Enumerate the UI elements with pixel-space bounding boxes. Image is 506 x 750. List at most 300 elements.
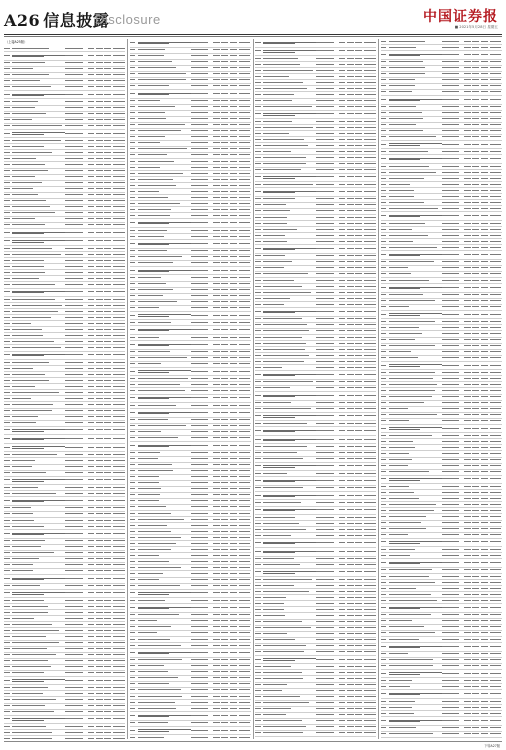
- table-cell: [362, 235, 375, 237]
- table-cell: [103, 311, 111, 313]
- table-cell: [255, 121, 262, 123]
- table-cell: [228, 307, 236, 309]
- table-cell: [137, 295, 191, 297]
- table-cell: [442, 555, 463, 557]
- table-cell: [381, 106, 388, 108]
- table-cell: [488, 402, 501, 404]
- table-cell: [4, 218, 11, 220]
- table-cell: [65, 354, 86, 356]
- table-cell: [4, 329, 11, 331]
- table-cell: [354, 672, 362, 674]
- table-cell: [130, 167, 137, 169]
- table-cell: [237, 573, 250, 575]
- table-cell: [103, 466, 111, 468]
- table-cell: [111, 248, 124, 250]
- table-cell: [262, 639, 316, 641]
- table-cell: [462, 428, 470, 430]
- table-cell: [130, 209, 137, 211]
- table-cell: [211, 390, 219, 392]
- table-cell: [442, 372, 463, 374]
- table-cell: [354, 714, 362, 716]
- table-cell: [86, 546, 94, 548]
- table-cell: [442, 680, 463, 682]
- table-cell: [362, 535, 375, 537]
- table-cell: [255, 100, 262, 102]
- table-cell: [462, 158, 470, 160]
- table-cell: [137, 357, 191, 359]
- table-cell: [130, 543, 137, 545]
- table-cell: [442, 112, 463, 114]
- table-cell: [86, 86, 94, 88]
- table-cell: [362, 94, 375, 96]
- table-cell: [4, 612, 11, 614]
- table-cell: [354, 88, 362, 90]
- table-cell: [111, 86, 124, 88]
- table-cell: [191, 250, 212, 252]
- table-cell: [362, 415, 375, 417]
- table-cell: [488, 408, 501, 410]
- table-cell: [354, 585, 362, 587]
- table-cell: [462, 582, 470, 584]
- table-cell: [479, 118, 487, 120]
- table-cell: [65, 705, 86, 707]
- table-cell: [191, 506, 212, 508]
- table-cell: [4, 526, 11, 528]
- table-cell: [381, 61, 388, 63]
- table-cell: [471, 378, 479, 380]
- table-cell: [191, 659, 212, 661]
- table-cell: [4, 200, 11, 202]
- table-cell: [211, 322, 219, 324]
- table-cell: [337, 82, 345, 84]
- table-cell: [388, 267, 442, 269]
- table-cell: [86, 164, 94, 166]
- table-cell: [11, 570, 65, 572]
- table-cell: [255, 42, 262, 44]
- table-cell: [362, 82, 375, 84]
- table-cell: [255, 64, 262, 66]
- table-cell: [228, 384, 236, 386]
- table-cell: [228, 397, 236, 399]
- table-cell: [354, 241, 362, 243]
- table-cell: [130, 412, 137, 414]
- table-cell: [220, 543, 228, 545]
- table-cell: [86, 416, 94, 418]
- table-cell: [103, 386, 111, 388]
- table-cell: [130, 506, 137, 508]
- table-cell: [255, 324, 262, 326]
- table-cell: [228, 371, 236, 373]
- table-cell: [228, 270, 236, 272]
- table-cell: [471, 453, 479, 455]
- table-cell: [94, 218, 102, 220]
- table-cell: [337, 684, 345, 686]
- table-cell: [94, 460, 102, 462]
- table-cell: [86, 152, 94, 154]
- table-cell: [388, 582, 442, 584]
- table-cell: [211, 344, 219, 346]
- table-cell: [388, 241, 442, 243]
- table-cell: [4, 317, 11, 319]
- fund-table-grid: [4, 39, 502, 739]
- table-cell: [220, 488, 228, 490]
- table-cell: [228, 351, 236, 353]
- table-cell: [462, 91, 470, 93]
- table-cell: [255, 465, 262, 467]
- table-cell: [442, 707, 463, 709]
- table-cell: [337, 495, 345, 497]
- table-cell: [354, 627, 362, 629]
- table-cell: [191, 543, 212, 545]
- table-cell: [237, 671, 250, 673]
- table-cell: [228, 519, 236, 521]
- table-cell: [191, 431, 212, 433]
- table-cell: [191, 79, 212, 81]
- table-cell: [237, 378, 250, 380]
- table-cell: [462, 420, 470, 422]
- table-cell: [228, 573, 236, 575]
- table-cell: [462, 733, 470, 735]
- table-cell: [4, 520, 11, 522]
- table-cell: [462, 144, 470, 146]
- table-cell: [137, 513, 191, 515]
- table-cell: [228, 344, 236, 346]
- table-cell: [488, 420, 501, 422]
- table-cell: [362, 726, 375, 728]
- table-cell: [442, 459, 463, 461]
- table-cell: [262, 603, 316, 605]
- table-cell: [381, 229, 388, 231]
- table-cell: [237, 645, 250, 647]
- table-cell: [103, 354, 111, 356]
- table-cell: [65, 422, 86, 424]
- table-cell: [111, 546, 124, 548]
- table-cell: [362, 304, 375, 306]
- table-row: [4, 435, 125, 444]
- table-cell: [191, 289, 212, 291]
- table-cell: [362, 42, 375, 44]
- table-cell: [316, 714, 337, 716]
- table-cell: [479, 428, 487, 430]
- table-cell: [103, 347, 111, 349]
- table-cell: [130, 671, 137, 673]
- table-cell: [471, 41, 479, 43]
- table-cell: [220, 222, 228, 224]
- table-cell: [255, 70, 262, 72]
- table-cell: [111, 125, 124, 127]
- table-cell: [228, 696, 236, 698]
- table-cell: [262, 726, 316, 728]
- table-cell: [354, 615, 362, 617]
- table-cell: [228, 567, 236, 569]
- table-cell: [94, 152, 102, 154]
- table-cell: [111, 284, 124, 286]
- table-row: [4, 530, 125, 539]
- table-cell: [442, 727, 463, 729]
- table-cell: [388, 53, 442, 56]
- continued-note: 下转A27版: [484, 743, 500, 748]
- table-cell: [442, 91, 463, 93]
- table-cell: [191, 425, 212, 427]
- table-cell: [130, 161, 137, 163]
- table-cell: [137, 112, 191, 114]
- table-cell: [354, 343, 362, 345]
- table-cell: [255, 551, 262, 553]
- table-cell: [111, 218, 124, 220]
- table-cell: [337, 585, 345, 587]
- table-cell: [462, 673, 470, 675]
- table-cell: [337, 267, 345, 269]
- table-cell: [462, 280, 470, 282]
- table-row: [4, 677, 125, 686]
- table-cell: [337, 58, 345, 60]
- table-cell: [237, 506, 250, 508]
- table-cell: [462, 136, 470, 138]
- table-cell: [103, 592, 111, 594]
- table-cell: [345, 133, 353, 135]
- table-cell: [381, 54, 388, 56]
- table-cell: [220, 93, 228, 95]
- table-cell: [337, 564, 345, 566]
- table-cell: [471, 327, 479, 329]
- table-cell: [65, 152, 86, 154]
- table-cell: [94, 74, 102, 76]
- table-cell: [345, 639, 353, 641]
- table-cell: [228, 209, 236, 211]
- table-cell: [94, 113, 102, 115]
- table-cell: [479, 486, 487, 488]
- table-cell: [137, 537, 191, 539]
- table-cell: [354, 473, 362, 475]
- table-cell: [316, 633, 337, 635]
- table-cell: [488, 85, 501, 87]
- table-cell: [228, 118, 236, 120]
- table-cell: [11, 532, 65, 535]
- table-cell: [103, 94, 111, 96]
- table-cell: [137, 689, 191, 691]
- table-cell: [345, 361, 353, 363]
- table-cell: [191, 592, 212, 594]
- table-cell: [462, 327, 470, 329]
- table-cell: [345, 387, 353, 389]
- table-cell: [471, 549, 479, 551]
- table-cell: [86, 687, 94, 689]
- table-cell: [262, 106, 316, 108]
- table-cell: [94, 526, 102, 528]
- table-cell: [337, 217, 345, 219]
- table-cell: [137, 329, 191, 332]
- table-cell: [237, 652, 250, 654]
- table-cell: [388, 321, 442, 323]
- table-cell: [11, 54, 65, 57]
- table-cell: [442, 659, 463, 661]
- table-cell: [211, 270, 219, 272]
- table-cell: [362, 732, 375, 734]
- table-cell: [94, 600, 102, 602]
- table-cell: [220, 531, 228, 533]
- table-cell: [86, 410, 94, 412]
- table-cell: [255, 591, 262, 593]
- table-cell: [488, 528, 501, 530]
- table-cell: [65, 552, 86, 554]
- table-cell: [488, 172, 501, 174]
- table-cell: [4, 687, 11, 689]
- table-cell: [479, 345, 487, 347]
- table-cell: [462, 166, 470, 168]
- table-cell: [362, 58, 375, 60]
- table-cell: [191, 579, 212, 581]
- table-cell: [191, 677, 212, 679]
- table-cell: [65, 438, 86, 440]
- table-cell: [316, 627, 337, 629]
- table-cell: [11, 606, 65, 608]
- table-cell: [255, 292, 262, 294]
- table-cell: [262, 255, 316, 257]
- table-cell: [262, 423, 316, 425]
- table-cell: [228, 142, 236, 144]
- table-cell: [86, 540, 94, 542]
- table-cell: [211, 567, 219, 569]
- table-cell: [262, 374, 316, 377]
- table-cell: [191, 173, 212, 175]
- table-cell: [381, 280, 388, 282]
- table-cell: [86, 460, 94, 462]
- table-cell: [94, 398, 102, 400]
- table-cell: [388, 672, 442, 675]
- table-cell: [220, 620, 228, 622]
- table-cell: [462, 713, 470, 715]
- table-cell: [4, 284, 11, 286]
- table-cell: [471, 510, 479, 512]
- table-cell: [86, 188, 94, 190]
- table-cell: [255, 261, 262, 263]
- table-cell: [442, 632, 463, 634]
- table-cell: [228, 106, 236, 108]
- table-cell: [388, 588, 442, 590]
- table-cell: [65, 564, 86, 566]
- table-cell: [345, 261, 353, 263]
- table-cell: [345, 248, 353, 250]
- table-cell: [488, 294, 501, 296]
- table-cell: [345, 495, 353, 497]
- table-cell: [237, 683, 250, 685]
- table-cell: [211, 645, 219, 647]
- table-cell: [228, 256, 236, 258]
- table-cell: [65, 368, 86, 370]
- table-cell: [388, 223, 442, 225]
- table-cell: [191, 555, 212, 557]
- table-cell: [354, 502, 362, 504]
- table-cell: [228, 185, 236, 187]
- table-cell: [362, 337, 375, 339]
- table-cell: [388, 229, 442, 231]
- table-cell: [211, 136, 219, 138]
- table-cell: [11, 354, 65, 357]
- table-cell: [488, 136, 501, 138]
- table-cell: [65, 630, 86, 632]
- table-cell: [4, 460, 11, 462]
- table-cell: [130, 148, 137, 150]
- table-cell: [228, 412, 236, 414]
- table-cell: [86, 368, 94, 370]
- table-cell: [220, 525, 228, 527]
- table-cell: [11, 323, 65, 325]
- table-cell: [362, 204, 375, 206]
- table-cell: [362, 127, 375, 129]
- table-cell: [191, 683, 212, 685]
- table-cell: [103, 48, 111, 50]
- table-cell: [345, 169, 353, 171]
- table-cell: [103, 526, 111, 528]
- table-cell: [488, 351, 501, 353]
- table-cell: [65, 447, 86, 449]
- table-cell: [262, 343, 316, 345]
- table-cell: [462, 229, 470, 231]
- table-cell: [381, 85, 388, 87]
- table-cell: [86, 299, 94, 301]
- table-cell: [86, 592, 94, 594]
- table-cell: [211, 519, 219, 521]
- table-cell: [479, 351, 487, 353]
- table-cell: [111, 612, 124, 614]
- table-cell: [111, 680, 124, 682]
- table-cell: [488, 607, 501, 609]
- table-cell: [255, 191, 262, 193]
- table-cell: [65, 335, 86, 337]
- table-cell: [65, 107, 86, 109]
- table-cell: [255, 127, 262, 129]
- table-cell: [11, 380, 65, 382]
- table-cell: [471, 441, 479, 443]
- table-cell: [191, 437, 212, 439]
- table-cell: [381, 254, 388, 256]
- table-cell: [488, 582, 501, 584]
- table-cell: [442, 351, 463, 353]
- table-cell: [65, 454, 86, 456]
- table-cell: [237, 397, 250, 399]
- table-cell: [442, 600, 463, 602]
- table-cell: [130, 67, 137, 69]
- table-cell: [111, 585, 124, 587]
- table-cell: [65, 718, 86, 720]
- table-cell: [471, 166, 479, 168]
- table-cell: [442, 178, 463, 180]
- table-cell: [237, 384, 250, 386]
- table-cell: [488, 229, 501, 231]
- table-cell: [462, 693, 470, 695]
- table-cell: [220, 722, 228, 724]
- table-cell: [137, 525, 191, 527]
- table-cell: [4, 585, 11, 587]
- table-cell: [11, 152, 65, 154]
- table-cell: [262, 145, 316, 147]
- table-cell: [228, 537, 236, 539]
- table-cell: [337, 191, 345, 193]
- table-cell: [262, 465, 316, 468]
- table-cell: [381, 576, 388, 578]
- table-cell: [130, 425, 137, 427]
- table-cell: [65, 624, 86, 626]
- table-cell: [255, 145, 262, 147]
- table-cell: [479, 235, 487, 237]
- table-cell: [337, 343, 345, 345]
- table-cell: [111, 329, 124, 331]
- table-cell: [191, 100, 212, 102]
- table-cell: [316, 395, 337, 397]
- table-cell: [471, 408, 479, 410]
- table-cell: [442, 528, 463, 530]
- table-cell: [362, 76, 375, 78]
